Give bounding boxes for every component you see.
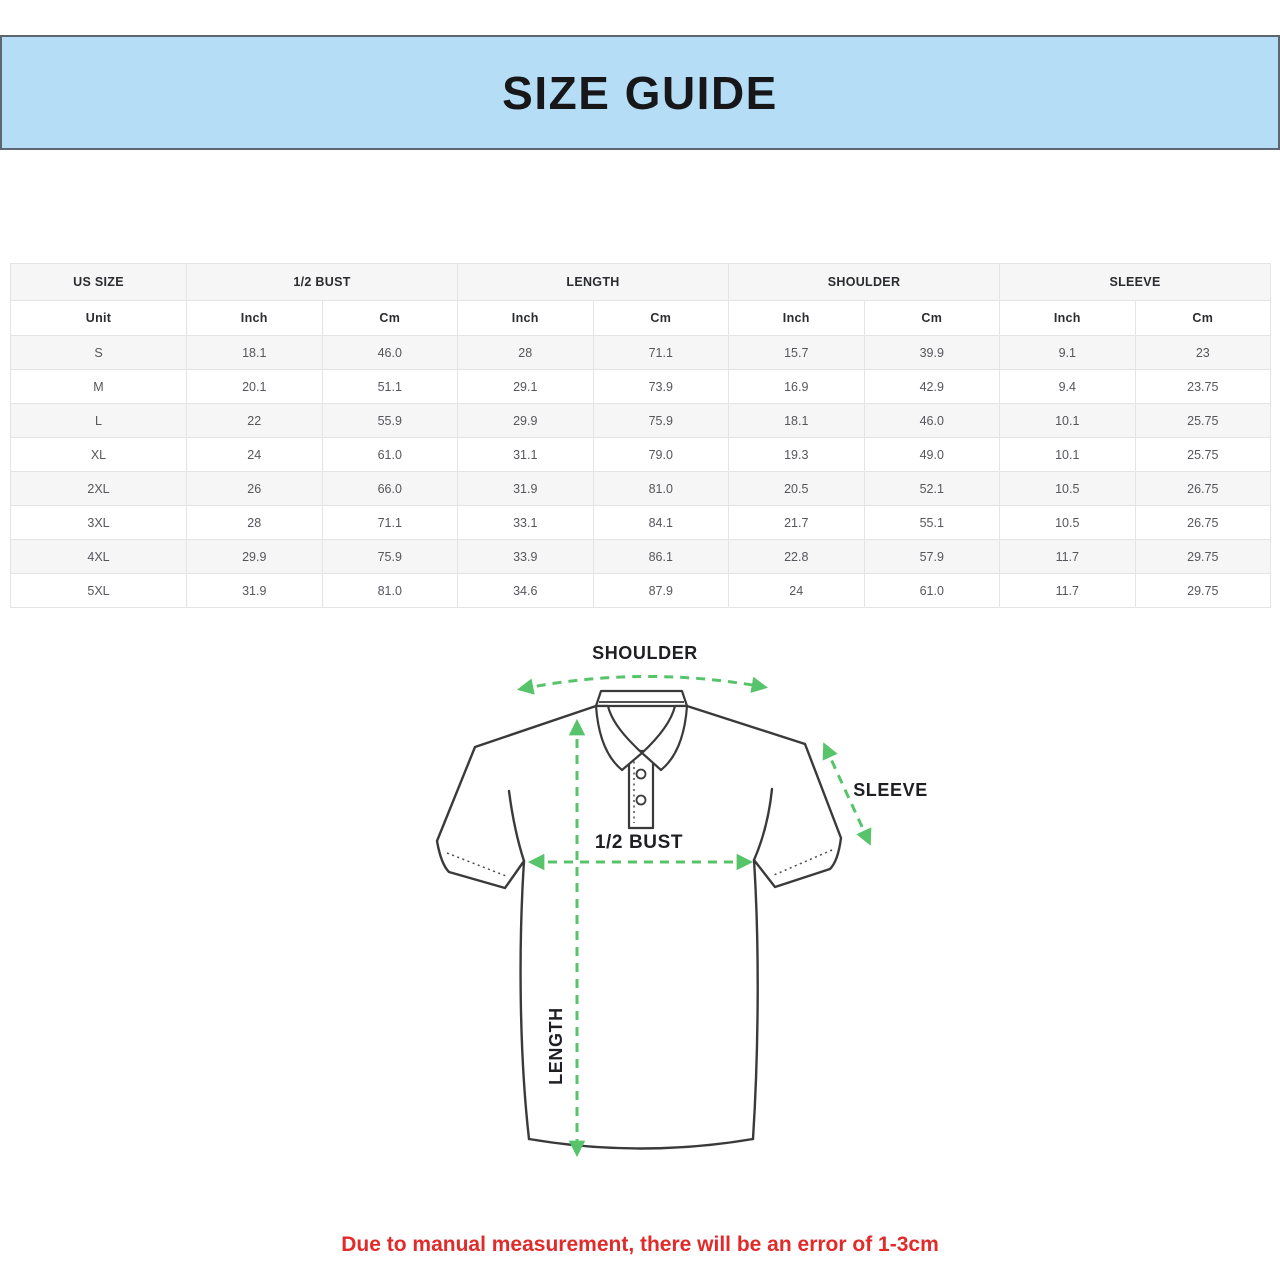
measurement-arrows [521,676,869,1153]
value-cell: 10.1 [1000,438,1136,472]
value-cell: 71.1 [322,506,458,540]
bust-measure-label: 1/2 BUST [594,832,684,853]
size-cell: S [11,336,187,370]
value-cell: 86.1 [593,540,729,574]
value-cell: 29.1 [458,370,594,404]
unit-cell-header: Cm [1135,301,1271,336]
table-row [11,472,1271,506]
size-guide-banner [0,35,1280,150]
value-cell: 24 [187,438,323,472]
column-group-header: SLEEVE [1000,264,1271,301]
value-cell: 29.9 [458,404,594,438]
sleeve-measure-label: SLEEVE [853,780,928,800]
value-cell: 23 [1135,336,1271,370]
unit-cell-header: Cm [322,301,458,336]
unit-cell-header: Inch [187,301,323,336]
value-cell: 23.75 [1135,370,1271,404]
value-cell: 84.1 [593,506,729,540]
table-row [11,540,1271,574]
value-cell: 28 [187,506,323,540]
unit-cell-header: Inch [1000,301,1136,336]
size-cell: 2XL [11,472,187,506]
value-cell: 46.0 [322,336,458,370]
value-cell: 55.1 [864,506,1000,540]
value-cell: 79.0 [593,438,729,472]
value-cell: 18.1 [729,404,865,438]
table-row [11,438,1271,472]
unit-header: Unit [11,301,187,336]
length-measure-label: LENGTH [546,1007,566,1085]
sleeve-stitch-left [447,853,506,876]
size-table [10,263,1270,608]
table-row [11,404,1271,438]
value-cell: 31.9 [187,574,323,608]
value-cell: 18.1 [187,336,323,370]
size-cell: 4XL [11,540,187,574]
value-cell: 10.1 [1000,404,1136,438]
size-cell: M [11,370,187,404]
value-cell: 20.5 [729,472,865,506]
value-cell: 52.1 [864,472,1000,506]
value-cell: 26 [187,472,323,506]
page-title: SIZE GUIDE [502,66,778,119]
table-unit-header-row [11,301,1271,336]
value-cell: 29.75 [1135,574,1271,608]
size-table-grid [10,263,1271,608]
value-cell: 11.7 [1000,574,1136,608]
value-cell: 22 [187,404,323,438]
value-cell: 19.3 [729,438,865,472]
value-cell: 25.75 [1135,404,1271,438]
value-cell: 46.0 [864,404,1000,438]
value-cell: 75.9 [322,540,458,574]
value-cell: 33.1 [458,506,594,540]
shoulder-arrow [521,676,764,689]
unit-cell-header: Inch [458,301,594,336]
value-cell: 81.0 [322,574,458,608]
value-cell: 31.9 [458,472,594,506]
size-cell: 5XL [11,574,187,608]
value-cell: 28 [458,336,594,370]
size-cell: L [11,404,187,438]
button-bottom [637,796,646,805]
value-cell: 22.8 [729,540,865,574]
value-cell: 26.75 [1135,472,1271,506]
shirt-diagram [0,630,1280,1210]
value-cell: 24 [729,574,865,608]
shoulder-measure-label: SHOULDER [592,643,698,663]
value-cell: 55.9 [322,404,458,438]
value-cell: 31.1 [458,438,594,472]
table-row [11,506,1271,540]
value-cell: 73.9 [593,370,729,404]
value-cell: 87.9 [593,574,729,608]
value-cell: 61.0 [864,574,1000,608]
value-cell: 33.9 [458,540,594,574]
table-row [11,336,1271,370]
size-cell: XL [11,438,187,472]
value-cell: 15.7 [729,336,865,370]
placket [629,751,653,828]
value-cell: 49.0 [864,438,1000,472]
value-cell: 42.9 [864,370,1000,404]
value-cell: 16.9 [729,370,865,404]
value-cell: 20.1 [187,370,323,404]
value-cell: 81.0 [593,472,729,506]
value-cell: 29.9 [187,540,323,574]
column-group-header: 1/2 BUST [187,264,458,301]
table-row [11,574,1271,608]
value-cell: 21.7 [729,506,865,540]
value-cell: 26.75 [1135,506,1271,540]
size-cell: 3XL [11,506,187,540]
column-group-header: SHOULDER [729,264,1000,301]
value-cell: 9.4 [1000,370,1136,404]
value-cell: 51.1 [322,370,458,404]
measurement-error-note: Due to manual measurement, there will be an error of 1-3cm [341,1233,939,1256]
unit-cell-header: Inch [729,301,865,336]
value-cell: 25.75 [1135,438,1271,472]
value-cell: 66.0 [322,472,458,506]
column-group-header: US SIZE [11,264,187,301]
value-cell: 10.5 [1000,506,1136,540]
value-cell: 61.0 [322,438,458,472]
value-cell: 11.7 [1000,540,1136,574]
column-group-header: LENGTH [458,264,729,301]
value-cell: 10.5 [1000,472,1136,506]
value-cell: 75.9 [593,404,729,438]
value-cell: 57.9 [864,540,1000,574]
value-cell: 9.1 [1000,336,1136,370]
value-cell: 39.9 [864,336,1000,370]
unit-cell-header: Cm [593,301,729,336]
button-top [637,770,646,779]
value-cell: 34.6 [458,574,594,608]
table-row [11,370,1271,404]
value-cell: 71.1 [593,336,729,370]
unit-cell-header: Cm [864,301,1000,336]
table-group-header-row [11,264,1271,301]
value-cell: 29.75 [1135,540,1271,574]
